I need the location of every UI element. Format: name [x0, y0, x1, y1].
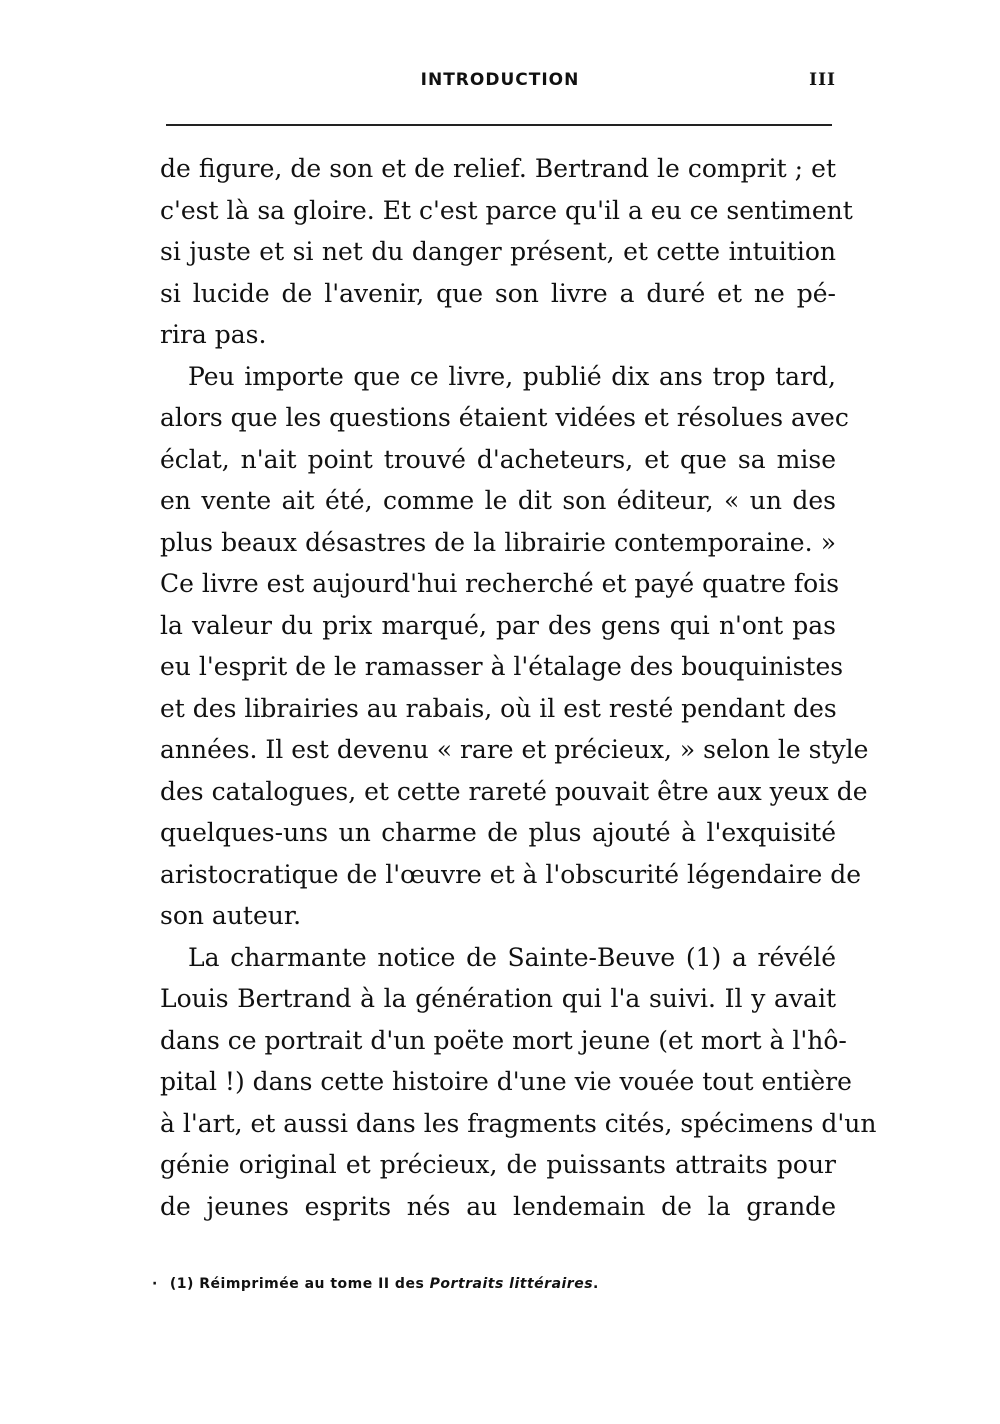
- text-line: Louis Bertrand à la génération qui l'a suivi. Il y avait: [160, 984, 836, 1013]
- footnote-marker: ·: [152, 1276, 158, 1292]
- text-line: quelques-uns un charme de plus ajouté à l'exquisité: [160, 818, 836, 847]
- text-line: génie original et précieux, de puissants attraits pour: [160, 1150, 836, 1179]
- text-line: Peu importe que ce livre, publié dix ans trop tard,: [188, 361, 836, 391]
- text-line: à l'art, et aussi dans les fragments cités, spécimens d'un: [160, 1108, 877, 1138]
- text-line: si lucide de l'avenir, que son livre a duré et ne pé-: [160, 278, 836, 308]
- text-line: La charmante notice de Sainte-Beuve (1) a révélé: [188, 942, 836, 972]
- text-line: Ce livre est aujourd'hui recherché et payé quatre fois: [160, 569, 840, 598]
- text-line: de figure, de son et de relief. Bertrand le comprit ; et: [160, 154, 836, 183]
- text-line: années. Il est devenu « rare et précieux, » selon le style: [160, 735, 869, 764]
- text-line: la valeur du prix marqué, par des gens qui n'ont pas: [160, 610, 836, 640]
- running-title: INTRODUCTION: [420, 70, 580, 90]
- body-text: [160, 148, 877, 1227]
- text-line: et des librairies au rabais, où il est resté pendant des: [160, 693, 837, 723]
- text-line: éclat, n'ait point trouvé d'acheteurs, et que sa mise: [160, 444, 836, 474]
- text-line: des catalogues, et cette rareté pouvait être aux yeux de: [160, 776, 868, 806]
- footnote-title: Portraits littéraires: [429, 1276, 594, 1292]
- text-line: de jeunes esprits nés au lendemain de la grande: [160, 1191, 836, 1221]
- footnote: [152, 1276, 599, 1292]
- text-line: en vente ait été, comme le dit son éditeur, « un des: [160, 486, 836, 515]
- text-line: plus beaux désastres de la librairie contemporaine. »: [160, 527, 836, 557]
- text-line: pital !) dans cette histoire d'une vie vouée tout entière: [160, 1067, 852, 1096]
- text-line: rira pas.: [160, 320, 267, 349]
- footnote-prefix: (1) Réimprimée au tome II des: [169, 1276, 430, 1292]
- text-line: dans ce portrait d'un poëte mort jeune (et mort à l'hô-: [160, 1025, 847, 1055]
- text-line: si juste et si net du danger présent, et cette intuition: [160, 237, 836, 266]
- text-line: son auteur.: [160, 901, 302, 930]
- footnote-suffix: .: [593, 1276, 599, 1292]
- text-line: eu l'esprit de le ramasser à l'étalage des bouquinistes: [160, 652, 844, 681]
- text-line: aristocratique de l'œuvre et à l'obscurité légendaire de: [160, 859, 862, 889]
- header-rule: [166, 124, 832, 126]
- page-number: III: [809, 70, 836, 90]
- text-line: c'est là sa gloire. Et c'est parce qu'il a eu ce sentiment: [160, 195, 853, 225]
- text-line: alors que les questions étaient vidées et résolues avec: [160, 403, 849, 432]
